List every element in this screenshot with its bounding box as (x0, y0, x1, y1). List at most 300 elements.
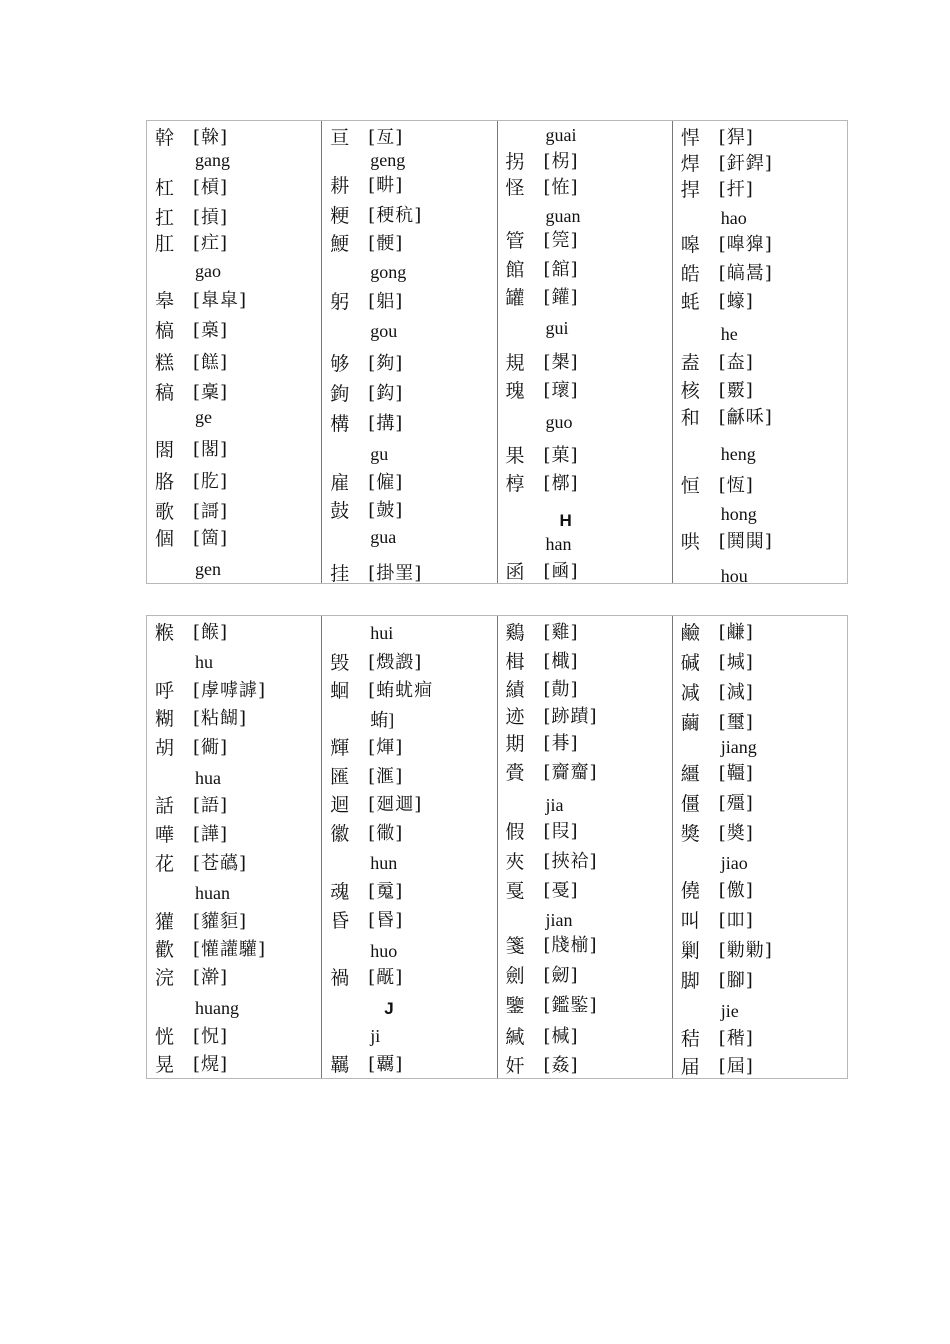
section-letter: J (384, 999, 394, 1018)
variant-characters: [皜暠] (718, 263, 773, 284)
simplified-character: 奸 (505, 1055, 525, 1077)
entry-row (673, 878, 847, 904)
entry-row (147, 965, 321, 991)
variant-characters: [叚] (543, 821, 579, 842)
pinyin-heading: han (545, 534, 572, 554)
entry-row (498, 620, 672, 646)
entry-row (147, 793, 321, 819)
variant-characters: [澣] (193, 967, 229, 988)
variant-characters: [懽讙驩] (193, 939, 267, 960)
entry-row (498, 963, 672, 989)
variant-characters: [語] (193, 795, 229, 816)
simplified-character: 糕 (155, 352, 175, 374)
variant-characters: [勦勦] (718, 940, 773, 961)
entry-row (322, 879, 496, 905)
entry-row (673, 289, 847, 315)
entry-row (673, 710, 847, 736)
entry-row (673, 791, 847, 817)
variant-characters: [畊] (368, 175, 404, 196)
variant-characters: [盇] (718, 352, 754, 373)
simplified-character: 届 (680, 1056, 700, 1078)
entry-row (147, 937, 321, 963)
variant-characters: [瓌] (543, 380, 579, 401)
entry-row (147, 205, 321, 231)
simplified-character: 雇 (330, 472, 350, 494)
simplified-character: 晃 (155, 1054, 175, 1076)
entry-row (147, 469, 321, 495)
pinyin-heading-row (498, 409, 672, 435)
simplified-character: 叫 (680, 910, 700, 932)
entry-row (498, 471, 672, 497)
variant-characters: [挾袷] (543, 851, 598, 872)
pinyin-heading: gen (195, 559, 221, 579)
entry-row (322, 203, 496, 229)
simplified-character: 個 (155, 528, 175, 550)
simplified-character: 鹼 (680, 622, 700, 644)
pinyin-heading: he (720, 324, 738, 344)
entry-row (498, 175, 672, 201)
entry-row (322, 965, 496, 991)
entry-row (322, 173, 496, 199)
entry-row (147, 909, 321, 935)
entry-row (322, 470, 496, 496)
pinyin-heading: hua (195, 768, 221, 788)
variant-characters: [稭] (718, 1028, 754, 1049)
entry-row (147, 706, 321, 732)
simplified-character: 幹 (155, 127, 175, 149)
entry-row (147, 288, 321, 314)
entry-row (673, 473, 847, 499)
pinyin-heading: ge (195, 407, 212, 427)
entry-row (147, 350, 321, 376)
simplified-character: 捍 (680, 179, 700, 201)
entry-row (673, 1054, 847, 1080)
simplified-character: 毁 (330, 652, 350, 674)
simplified-character: 僥 (680, 880, 700, 902)
entry-row (498, 285, 672, 311)
variant-characters: [減] (718, 682, 754, 703)
pinyin-heading-row (673, 998, 847, 1024)
simplified-character: 戛 (505, 880, 525, 902)
variant-characters: [旤] (368, 967, 404, 988)
variant-characters: [凾] (543, 561, 579, 582)
simplified-character: 皋 (155, 290, 175, 312)
simplified-character: 盍 (680, 352, 700, 374)
pinyin-heading-row (322, 441, 496, 467)
entry-row (498, 559, 672, 585)
variant-characters: [吅] (718, 910, 754, 931)
variant-characters: [舘] (543, 259, 579, 280)
variant-characters: [餻] (193, 352, 229, 373)
variant-characters: [僱] (368, 472, 404, 493)
pinyin-heading-row (498, 792, 672, 818)
entry-row (498, 443, 672, 469)
pinyin-heading: hui (370, 623, 394, 643)
pinyin-heading: gang (195, 150, 230, 170)
entry-row (147, 231, 321, 257)
variant-characters: [滙] (368, 766, 404, 787)
entry-row (147, 678, 321, 704)
variant-characters: [躳] (368, 291, 404, 312)
simplified-character: 嘩 (155, 824, 175, 846)
pinyin-heading: geng (370, 150, 406, 170)
simplified-character: 糇 (155, 622, 175, 644)
variant-characters: [皷] (368, 500, 404, 521)
pinyin-heading-row (147, 404, 321, 430)
pinyin-heading: jiao (720, 853, 748, 873)
variant-characters: [猂] (718, 127, 754, 148)
entry-row (322, 289, 496, 315)
simplified-character: 槁 (155, 320, 175, 342)
pinyin-heading-row (498, 907, 672, 933)
variant-characters: [譁] (193, 824, 229, 845)
variant-characters: [搆] (368, 413, 404, 434)
pinyin-heading: gui (545, 318, 569, 338)
variant-characters: [骾] (368, 233, 404, 254)
simplified-character: 稿 (155, 382, 175, 404)
pinyin-heading: gao (195, 261, 221, 281)
pinyin-heading-row (673, 850, 847, 876)
variant-characters: [恠] (543, 177, 579, 198)
simplified-character: 迴 (330, 794, 350, 816)
simplified-character: 禍 (330, 967, 350, 989)
section-letter: H (559, 511, 572, 530)
section-letter-row (322, 996, 496, 1022)
pinyin-heading: jian (545, 910, 573, 930)
entry-row (147, 437, 321, 463)
table-column (321, 121, 496, 583)
simplified-character: 昏 (330, 910, 350, 932)
pinyin-heading: huan (195, 883, 230, 903)
simplified-character: 悍 (680, 127, 700, 149)
variant-characters: [屆] (718, 1056, 754, 1077)
pinyin-heading-row (498, 203, 672, 229)
entry-row (322, 351, 496, 377)
simplified-character: 賫 (505, 762, 525, 784)
simplified-character: 耕 (330, 175, 350, 197)
variant-characters: [虖嘑謼] (193, 680, 267, 701)
pinyin-heading-row (673, 734, 847, 760)
simplified-character: 糊 (155, 708, 175, 730)
simplified-character: 獾 (155, 911, 175, 933)
pinyin-heading: gou (370, 321, 398, 341)
pinyin-heading-row (322, 147, 496, 173)
variant-characters: [跡蹟] (543, 706, 598, 727)
variant-characters: [䰟] (368, 881, 404, 902)
table-column (672, 616, 847, 1078)
pinyin-heading-row (147, 258, 321, 284)
entry-row (322, 735, 496, 761)
entry-row (322, 650, 496, 676)
pinyin-heading-row (147, 147, 321, 173)
pinyin-heading-row (147, 556, 321, 582)
entry-row (498, 149, 672, 175)
simplified-character: 怪 (505, 177, 525, 199)
simplified-character: 獎 (680, 823, 700, 845)
simplified-character: 假 (505, 821, 525, 843)
pinyin-heading-row (322, 259, 496, 285)
variant-characters: [鑵] (543, 287, 579, 308)
simplified-character: 徽 (330, 823, 350, 845)
simplified-character: 劍 (505, 965, 525, 987)
entry-row (147, 620, 321, 646)
entry-row (147, 380, 321, 406)
pinyin-heading-row (322, 850, 496, 876)
variant-characters: [奬] (718, 823, 754, 844)
variant-characters: [鬨閧] (718, 531, 773, 552)
simplified-character: 焊 (680, 153, 700, 175)
variant-characters: [齎齏] (543, 762, 598, 783)
simplified-character: 夾 (505, 851, 525, 873)
pinyin-heading-row (673, 321, 847, 347)
simplified-character: 鼓 (330, 500, 350, 522)
entry-row (498, 677, 672, 703)
variant-characters: [椷] (543, 1026, 579, 1047)
pinyin-heading-row (322, 318, 496, 344)
simplified-character: 挂 (330, 563, 350, 585)
simplified-character: 歡 (155, 939, 175, 961)
pinyin-heading: gu (370, 444, 389, 464)
pinyin-heading-row (322, 524, 496, 550)
pinyin-heading: guo (545, 412, 573, 432)
variant-characters: [槨] (543, 473, 579, 494)
pinyin-heading: hao (720, 208, 747, 228)
entry-row (673, 350, 847, 376)
entry-row (322, 411, 496, 437)
entry-row (322, 821, 496, 847)
entry-row (673, 177, 847, 203)
entry-row (673, 968, 847, 994)
entry-row (498, 1053, 672, 1079)
pinyin-heading-row (322, 1023, 496, 1049)
pinyin-heading: gong (370, 262, 407, 282)
simplified-character: 罐 (505, 287, 525, 309)
variant-characters: [龢咊] (718, 407, 773, 428)
variant-characters: [腳] (718, 970, 754, 991)
pinyin-heading-row (147, 649, 321, 675)
variant-characters: [覊] (368, 1054, 404, 1075)
pinyin-heading-row (673, 501, 847, 527)
entry-row (673, 529, 847, 555)
simplified-character: 核 (680, 380, 700, 402)
entry-row (498, 993, 672, 1019)
pinyin-heading-row (322, 707, 496, 733)
variant-characters: [蠔] (718, 291, 754, 312)
simplified-character: 緘 (505, 1026, 525, 1048)
simplified-character: 瑰 (505, 380, 525, 402)
entry-row (673, 821, 847, 847)
entry-row (498, 849, 672, 875)
entry-row (673, 261, 847, 287)
entry-row (147, 851, 321, 877)
variant-characters: [檝] (543, 651, 579, 672)
variant-characters: [鑑鍳] (543, 995, 598, 1016)
entry-row (322, 792, 496, 818)
simplified-character: 秸 (680, 1028, 700, 1050)
table-column (321, 616, 496, 1078)
entry-row (673, 151, 847, 177)
pinyin-heading: 蛕] (370, 710, 395, 730)
simplified-character: 胳 (155, 471, 175, 493)
simplified-character: 扛 (155, 207, 175, 229)
simplified-character: 椁 (505, 473, 525, 495)
entry-row (147, 175, 321, 201)
simplified-character: 迹 (505, 706, 525, 728)
simplified-character: 箋 (505, 935, 525, 957)
variant-characters: [雞] (543, 622, 579, 643)
variant-characters: [夠] (368, 353, 404, 374)
variant-characters: [勣] (543, 679, 579, 700)
table-column (147, 121, 321, 583)
pinyin-heading-row (673, 441, 847, 467)
variant-characters: [牋椾] (543, 935, 598, 956)
simplified-character: 粳 (330, 205, 350, 227)
entry-row (147, 499, 321, 525)
entry-row (498, 257, 672, 283)
pinyin-heading: jie (720, 1001, 739, 1021)
variant-characters: [苍蘤] (193, 853, 248, 874)
entry-row (673, 125, 847, 151)
variant-characters: [槓] (193, 177, 229, 198)
variant-characters: [摃] (193, 207, 229, 228)
simplified-character: 蛔 (330, 680, 350, 702)
pinyin-heading: heng (720, 444, 756, 464)
variant-characters: [榦] (193, 127, 229, 148)
simplified-character: 期 (505, 733, 525, 755)
variant-characters: [鹻] (718, 622, 754, 643)
entry-row (673, 1026, 847, 1052)
entry-row (673, 680, 847, 706)
variant-characters: [扞] (718, 179, 754, 200)
variant-characters: [釬銲] (718, 153, 773, 174)
table-column (147, 616, 321, 1078)
simplified-character: 閤 (155, 439, 175, 461)
dictionary-table-2 (146, 615, 848, 1079)
pinyin-heading: hong (720, 504, 757, 524)
variant-characters: [槀] (193, 320, 229, 341)
simplified-character: 匯 (330, 766, 350, 788)
entry-row (673, 761, 847, 787)
entry-row (322, 678, 496, 704)
variant-characters: [怳] (193, 1026, 229, 1047)
pinyin-heading-row (147, 765, 321, 791)
simplified-character: 鑒 (505, 995, 525, 1017)
entry-row (147, 1024, 321, 1050)
simplified-character: 恒 (680, 475, 700, 497)
entry-row (673, 908, 847, 934)
variant-characters: [恆] (718, 475, 754, 496)
simplified-character: 魂 (330, 881, 350, 903)
simplified-character: 繭 (680, 712, 700, 734)
pinyin-heading-row (673, 563, 847, 589)
simplified-character: 躬 (330, 291, 350, 313)
entry-row (673, 650, 847, 676)
pinyin-heading-row (322, 938, 496, 964)
entry-row (498, 933, 672, 959)
entry-row (498, 1024, 672, 1050)
simplified-character: 函 (505, 561, 525, 583)
variant-characters: [臯皐] (193, 290, 248, 311)
variant-characters: [衚] (193, 737, 229, 758)
simplified-character: 輝 (330, 737, 350, 759)
table-column (497, 121, 672, 583)
simplified-character: 亘 (330, 127, 350, 149)
pinyin-heading: guan (545, 206, 581, 226)
variant-characters: [覈] (718, 380, 754, 401)
entry-row (498, 760, 672, 786)
pinyin-heading: jia (545, 795, 564, 815)
entry-row (498, 649, 672, 675)
simplified-character: 恍 (155, 1026, 175, 1048)
variant-characters: [柺] (543, 151, 579, 172)
pinyin-heading: guai (545, 125, 577, 145)
entry-row (322, 231, 496, 257)
simplified-character: 歌 (155, 501, 175, 523)
simplified-character: 拐 (505, 151, 525, 173)
variant-characters: [閣] (193, 439, 229, 460)
entry-row (498, 878, 672, 904)
entry-row (147, 822, 321, 848)
entry-row (498, 819, 672, 845)
simplified-character: 話 (155, 795, 175, 817)
variant-characters: [韁] (718, 763, 754, 784)
simplified-character: 花 (155, 853, 175, 875)
simplified-character: 和 (680, 407, 700, 429)
simplified-character: 脚 (680, 970, 700, 992)
simplified-character: 館 (505, 259, 525, 281)
simplified-character: 鷄 (505, 622, 525, 644)
variant-characters: [廻逥] (368, 794, 423, 815)
simplified-character: 杠 (155, 177, 175, 199)
variant-characters: [劒] (543, 965, 579, 986)
variant-characters: [煇] (368, 737, 404, 758)
variant-characters: [殭] (718, 793, 754, 814)
variant-characters: [堿] (718, 652, 754, 673)
variant-characters: [稉秔] (368, 205, 423, 226)
variant-characters: [蛕蚘痐 (368, 680, 434, 701)
simplified-character: 鯁 (330, 233, 350, 255)
entry-row (147, 735, 321, 761)
pinyin-heading: gua (370, 527, 397, 547)
variant-characters: [肐] (193, 471, 229, 492)
entry-row (322, 1052, 496, 1078)
simplified-character: 繮 (680, 763, 700, 785)
table-column (497, 616, 672, 1078)
pinyin-heading: hou (720, 566, 748, 586)
entry-row (673, 620, 847, 646)
simplified-character: 構 (330, 413, 350, 435)
variant-characters: [嘷獋] (718, 234, 773, 255)
variant-characters: [熀] (193, 1054, 229, 1075)
entry-row (322, 381, 496, 407)
variant-characters: [朞] (543, 733, 579, 754)
pinyin-heading: jiang (720, 737, 757, 757)
pinyin-heading: huo (370, 941, 398, 961)
variant-characters: [幑] (368, 823, 404, 844)
entry-row (498, 378, 672, 404)
simplified-character: 管 (505, 230, 525, 252)
entry-row (147, 1052, 321, 1078)
pinyin-heading-row (498, 315, 672, 341)
pinyin-heading-row (322, 620, 496, 646)
entry-row (322, 764, 496, 790)
variant-characters: [箇] (193, 528, 229, 549)
variant-characters: [亙] (368, 127, 404, 148)
simplified-character: 肛 (155, 233, 175, 255)
variant-characters: [筦] (543, 230, 579, 251)
entry-row (673, 938, 847, 964)
entry-row (322, 561, 496, 587)
